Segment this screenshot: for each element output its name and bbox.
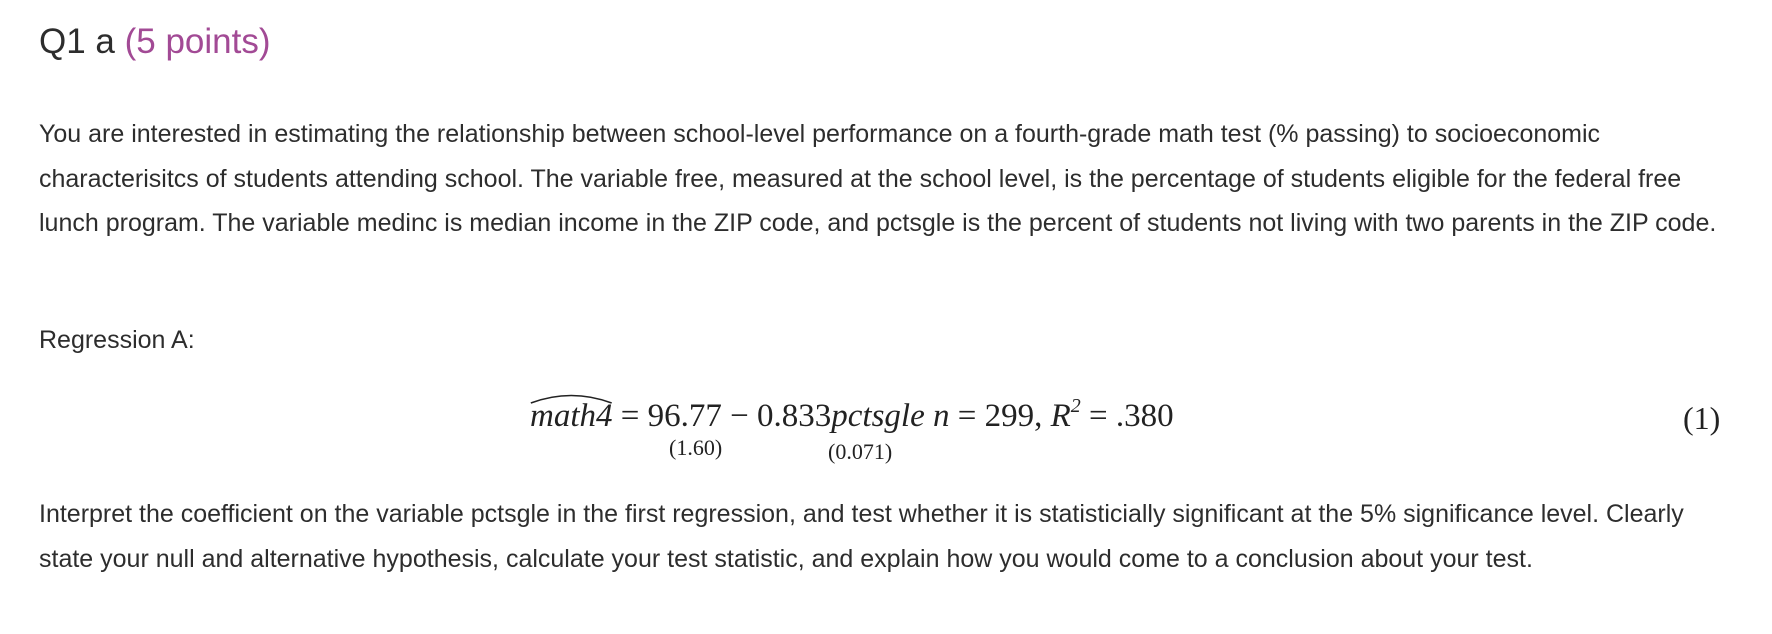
n-equals-sign: =: [957, 398, 977, 434]
n-label: n: [932, 398, 950, 434]
hat-accent-icon: [530, 390, 613, 404]
dependent-variable: [530, 396, 613, 436]
r-label: R: [1050, 398, 1071, 434]
coefficient-value: 0.833: [757, 398, 832, 434]
dependent-variable-name: math4: [530, 398, 613, 434]
r-squared-value: .380: [1115, 398, 1174, 434]
question-label: Q1 a: [39, 22, 115, 61]
r-squared-label: [1050, 395, 1081, 434]
r-squared-exponent: 2: [1070, 395, 1081, 417]
question-paragraph: Interpret the coefficient on the variable pctsgle in the first regression, and test whether it is statisticially significant at the 5% significance level. Clearly state your null and alternative hypothesis, calculate your test statistic, and explain how you would come to a conclusion about your test.: [39, 500, 1684, 573]
equals-sign: =: [620, 398, 640, 434]
coefficient-standard-error: (0.071): [828, 439, 893, 464]
r-squared-equals-sign: =: [1089, 398, 1108, 434]
regressor-name: pctsgle: [831, 398, 925, 434]
intercept-standard-error: (1.60): [669, 435, 723, 460]
intercept-value: 96.77: [647, 398, 722, 434]
regression-equation: [0, 388, 1772, 468]
minus-sign: −: [730, 398, 749, 434]
intro-paragraph: You are interested in estimating the relationship between school-level performance on a fourth-grade math test (% passing) to socioeconomic characterisitcs of students attending school. The variable free, measured at the school level, is the percentage of students eligible for the federal free lunch program. The variable medinc is median income in the ZIP code, and pctsgle is the percent of students not living with two parents in the ZIP code.: [39, 120, 1717, 237]
n-value: 299,: [984, 398, 1043, 434]
equation-line: [530, 396, 1174, 436]
points-label: (5 points): [124, 22, 271, 61]
question-title: [39, 18, 271, 66]
equation-number: (1): [1683, 400, 1721, 436]
regression-label: Regression A:: [39, 326, 195, 354]
